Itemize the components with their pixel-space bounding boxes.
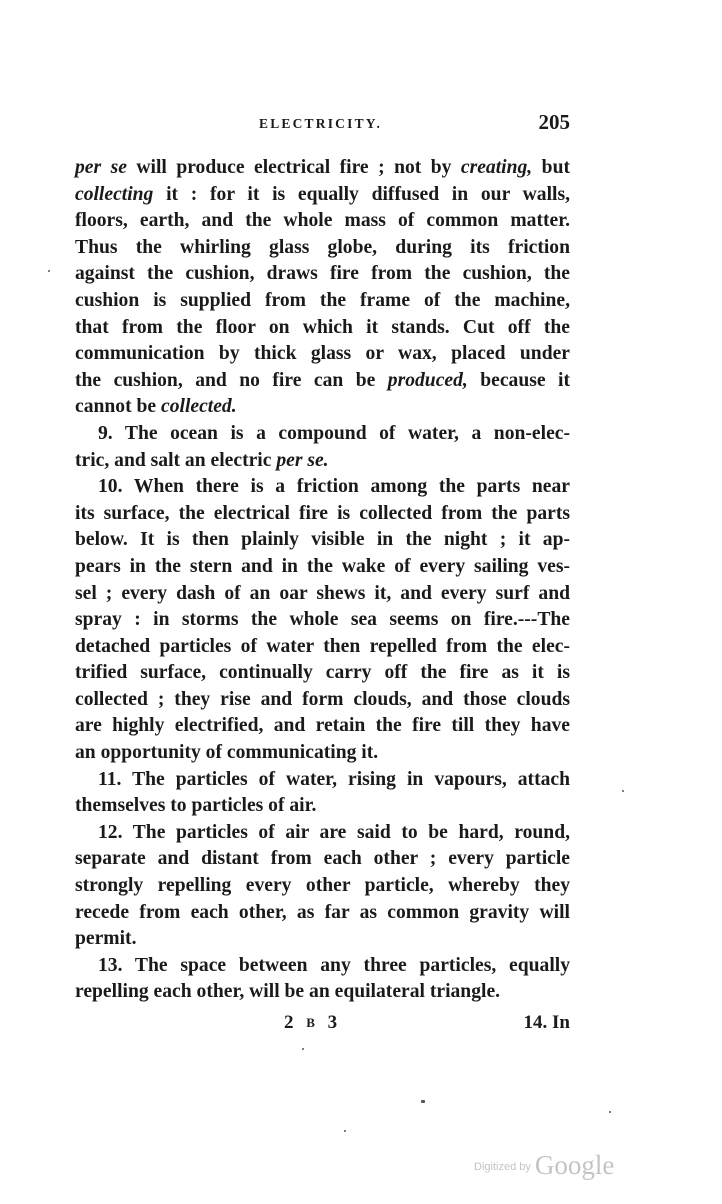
scan-speck: [421, 1100, 425, 1103]
text-span: 10. When there is a friction among the parts near: [98, 476, 570, 498]
text-span: the cushion, and no fire can be: [75, 369, 388, 391]
text-span: are highly electrified, and retain the fire till they have: [75, 715, 570, 737]
text-line: [75, 394, 570, 421]
text-line: [75, 634, 570, 661]
italic-span: per se: [75, 157, 127, 178]
text-line: [75, 953, 570, 980]
text-span: floors, earth, and the whole mass of common matter.: [75, 210, 570, 232]
body-text: [75, 155, 570, 1006]
text-span: 13. The space between any three particles, equally: [98, 954, 570, 976]
text-line: [75, 926, 570, 953]
text-span: below. It is then plainly visible in the night ; it ap-: [75, 529, 570, 551]
text-span: pears in the stern and in the wake of every sailing ves-: [75, 555, 570, 577]
text-span: detached particles of water then repelled from the elec-: [75, 635, 570, 657]
text-line: [75, 315, 570, 342]
text-span: repelling each other, will be an equilateral triangle.: [75, 981, 501, 1003]
page-footer: [75, 1012, 570, 1038]
text-line: [75, 820, 570, 847]
text-line: [75, 261, 570, 288]
text-line: [75, 660, 570, 687]
text-line: [75, 235, 570, 262]
text-line: [75, 155, 570, 182]
text-line: [75, 448, 570, 475]
text-line: [75, 846, 570, 873]
text-line: [75, 501, 570, 528]
text-line: [75, 607, 570, 634]
text-line: [75, 527, 570, 554]
text-line: [75, 581, 570, 608]
text-span: communication by thick glass or wax, placed under: [75, 343, 570, 365]
text-span: its surface, the electrical fire is collected from the parts: [75, 502, 570, 524]
text-span: an opportunity of communicating it.: [75, 742, 379, 764]
text-line: [75, 740, 570, 767]
text-line: [75, 208, 570, 235]
text-span: recede from each other, as far as common gravity will: [75, 901, 570, 923]
text-span: sel ; every dash of an oar shews it, and every surf and: [75, 582, 570, 604]
text-span: that from the floor on which it stands. Cut off the: [75, 316, 570, 338]
text-line: [75, 341, 570, 368]
text-span: but: [532, 157, 570, 178]
italic-span: per se.: [276, 449, 329, 471]
text-line: [75, 182, 570, 209]
text-span: separate and distant from each other ; every particle: [75, 848, 570, 870]
signature-sheet: 3: [327, 1012, 342, 1033]
scan-speck: [48, 270, 50, 272]
text-line: [75, 368, 570, 395]
watermark-prefix: Digitized by: [474, 1161, 531, 1173]
text-line: [75, 767, 570, 794]
text-span: against the cushion, draws fire from the cushion, the: [75, 263, 570, 285]
text-span: spray : in storms the whole sea seems on fire.---The: [75, 609, 570, 631]
text-line: [75, 421, 570, 448]
text-span: tric, and salt an electric: [75, 449, 277, 471]
text-span: 11. The particles of water, rising in vapours, attach: [98, 768, 570, 790]
italic-span: produced,: [387, 369, 468, 391]
signature-letter: B: [306, 1015, 319, 1030]
italic-span: collected.: [161, 396, 237, 418]
text-line: [75, 554, 570, 581]
running-title: ELECTRICITY.: [259, 116, 383, 131]
scan-speck: [622, 790, 624, 792]
text-line: [75, 687, 570, 714]
italic-span: creating,: [460, 157, 533, 178]
text-span: collected ; they rise and form clouds, and those clouds: [75, 688, 570, 710]
text-line: [75, 873, 570, 900]
watermark-brand: Google: [534, 1150, 615, 1180]
scan-speck: [344, 1130, 346, 1132]
text-line: [75, 713, 570, 740]
text-line: [75, 979, 570, 1006]
running-head: [75, 110, 570, 136]
signature-mark: [284, 1012, 341, 1034]
text-line: [75, 793, 570, 820]
text-span: permit.: [75, 928, 137, 950]
digitized-watermark: [474, 1150, 614, 1181]
text-span: cushion is supplied from the frame of the machine,: [75, 289, 570, 311]
text-span: cannot be: [75, 396, 162, 418]
scan-speck: [302, 1048, 304, 1050]
text-span: it : for it is equally diffused in our walls,: [153, 183, 570, 205]
page-number: 205: [538, 110, 570, 134]
signature-number: 2: [284, 1012, 298, 1033]
catchword: 14. In: [523, 1012, 570, 1033]
scan-speck: [609, 1111, 611, 1113]
text-span: 9. The ocean is a compound of water, a non-elec-: [98, 422, 570, 444]
text-line: [75, 900, 570, 927]
text-line: [75, 288, 570, 315]
text-span: will produce electrical fire ; not by: [126, 157, 461, 178]
text-span: because it: [467, 369, 570, 391]
text-span: Thus the whirling glass globe, during its friction: [75, 236, 570, 258]
text-line: [75, 474, 570, 501]
text-span: trified surface, continually carry off the fire as it is: [75, 662, 570, 684]
text-span: 12. The particles of air are said to be hard, round,: [98, 821, 570, 843]
text-span: themselves to particles of air.: [75, 795, 317, 817]
text-span: strongly repelling every other particle, whereby they: [75, 875, 570, 897]
italic-span: collecting: [75, 183, 154, 205]
